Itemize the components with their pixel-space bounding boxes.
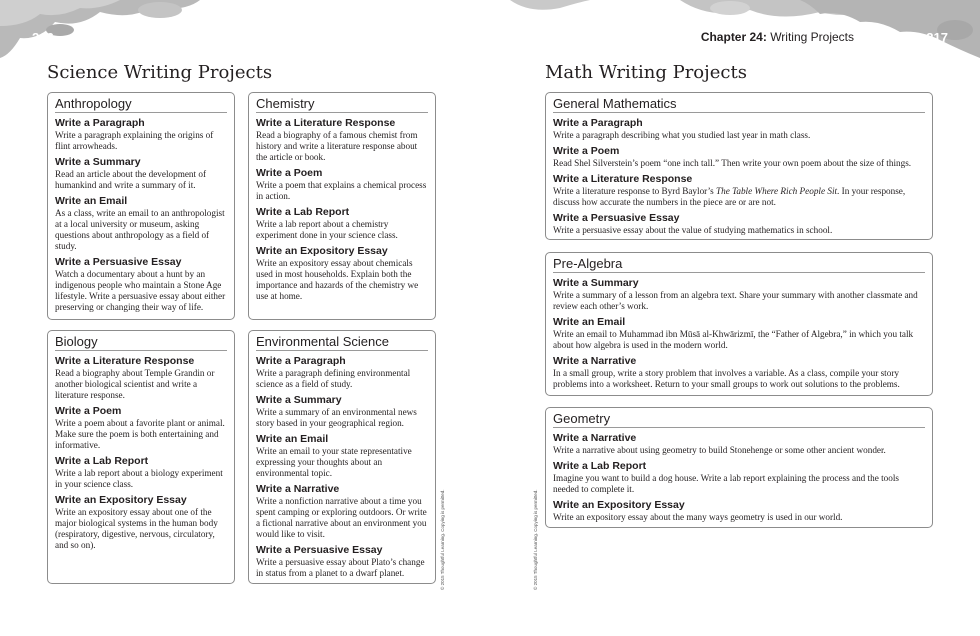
project-title: Write a Lab Report xyxy=(55,455,149,467)
project-description: Write an expository essay about chemicals used in most households. Explain both the importance and hazards of the chemistry we use at home. xyxy=(256,258,419,301)
project-description: Write a narrative about using geometry to build Stonehenge or some other ancient wonder. xyxy=(553,445,886,455)
project-title: Write a Poem xyxy=(256,167,323,179)
project-title: Write a Paragraph xyxy=(55,117,145,129)
project-description: Write an email to Muhammad ibn Mūsā al-Khwārizmī, the “Father of Algebra,” in which you talk about how algebra is used in the modern world. xyxy=(553,329,914,350)
project-description: Write a lab report about a chemistry experiment done in your science class. xyxy=(256,219,398,240)
project-title: Write a Paragraph xyxy=(256,355,346,367)
project-title: Write an Email xyxy=(55,195,128,207)
project-title: Write a Poem xyxy=(55,405,122,417)
project-description: Write a paragraph explaining the origins of flint arrowheads. xyxy=(55,130,214,151)
science-page-title: Science Writing Projects xyxy=(47,62,273,83)
box-title: Anthropology xyxy=(55,96,227,113)
project-description: Read a biography of a famous chemist from history and write a literature response about the article or book. xyxy=(256,130,418,162)
project-title: Write a Narrative xyxy=(256,483,340,495)
project-description: Write a persuasive essay about Plato’s change in status from a planet to a dwarf planet. xyxy=(256,557,425,578)
leaves-decoration-left xyxy=(0,0,200,60)
box-title: General Mathematics xyxy=(553,96,925,113)
page-number-right: 217 xyxy=(926,30,948,45)
project-title: Write a Literature Response xyxy=(256,117,396,129)
project-title: Write an Expository Essay xyxy=(256,245,388,257)
project-description: In a small group, write a story problem that involves a variable. As a class, compile your story problems into a worksheet. Return to your small groups to work out solutions to the problems. xyxy=(553,368,900,389)
page-number-left: 216 xyxy=(32,30,54,45)
box-title: Chemistry xyxy=(256,96,428,113)
project-description xyxy=(553,186,925,208)
project-description: Write a summary of a lesson from an algebra text. Share your summary with another classmate and review each other’s work. xyxy=(553,290,918,311)
box-title: Environmental Science xyxy=(256,334,428,351)
book-title: The Table Where Rich People Sit xyxy=(716,186,838,196)
project-description: Write a lab report about a biology experiment in your science class. xyxy=(55,468,223,489)
project-description: As a class, write an email to an anthropologist at a local university or museum, asking questions about anthropology as a field of study. xyxy=(55,208,225,251)
project-description: Write a poem about a favorite plant or animal. Make sure the poem is both entertaining and informative. xyxy=(55,418,225,450)
general-mathematics-box xyxy=(545,92,933,240)
project-title: Write a Persuasive Essay xyxy=(553,212,680,224)
project-title: Write an Email xyxy=(256,433,329,445)
copyright-notice-right: © 2015 Thoughtful Learning. Copying is permitted. xyxy=(533,489,538,590)
project-title: Write a Literature Response xyxy=(553,173,693,185)
project-title: Write an Email xyxy=(553,316,626,328)
project-description: Write an email to your state representative expressing your thoughts about an environmental topic. xyxy=(256,446,412,478)
project-description: Write an expository essay about one of the major biological systems in the human body (respiratory, digestive, nervous, circulatory, and so on). xyxy=(55,507,218,550)
chemistry-box xyxy=(248,92,436,320)
box-title: Geometry xyxy=(553,411,925,428)
project-description: Imagine you want to build a dog house. Write a lab report explaining the process and the tools needed to complete it. xyxy=(553,473,899,494)
box-title: Pre-Algebra xyxy=(553,256,925,273)
project-description: Write a persuasive essay about the value of studying mathematics in school. xyxy=(553,225,833,235)
chapter-title: Writing Projects xyxy=(770,30,854,44)
project-description: Read an article about the development of humankind and write a summary of it. xyxy=(55,169,207,190)
math-page-title: Math Writing Projects xyxy=(545,62,747,83)
project-title: Write an Expository Essay xyxy=(553,499,685,511)
copyright-notice-left: © 2015 Thoughtful Learning. Copying is permitted. xyxy=(440,489,445,590)
project-title: Write a Summary xyxy=(256,394,342,406)
description-text: . In your response, discuss how accurate the numbers in the piece are or are not. xyxy=(553,186,906,207)
project-title: Write a Lab Report xyxy=(553,460,647,472)
project-title: Write a Narrative xyxy=(553,432,637,444)
project-description: Read Shel Silverstein’s poem “one inch tall.” Then write your own poem about the size of things. xyxy=(553,158,912,168)
chapter-label: Chapter 24: xyxy=(700,30,767,44)
project-title: Write a Narrative xyxy=(553,355,637,367)
anthropology-box xyxy=(47,92,235,320)
project-title: Write a Persuasive Essay xyxy=(55,256,182,268)
project-title: Write a Lab Report xyxy=(256,206,350,218)
project-title: Write an Expository Essay xyxy=(55,494,187,506)
project-description: Write a poem that explains a chemical process in action. xyxy=(256,180,427,201)
pre-algebra-box xyxy=(545,252,933,396)
geometry-box xyxy=(545,407,933,528)
project-description: Write a summary of an environmental news story based in your geographical region. xyxy=(256,407,417,428)
project-description: Watch a documentary about a hunt by an indigenous people who maintain a Stone Age lifestyle. Write a persuasive essay about either preserving or changing their way of life. xyxy=(55,269,226,312)
project-title: Write a Summary xyxy=(55,156,141,168)
description-text: Write a literature response to Byrd Baylor’s xyxy=(553,186,717,196)
project-description: Write an expository essay about the many ways geometry is used in our world. xyxy=(553,512,843,522)
project-description: Read a biography about Temple Grandin or another biological scientist and write a literature response. xyxy=(55,368,215,400)
project-description: Write a paragraph describing what you studied last year in math class. xyxy=(553,130,811,140)
project-title: Write a Persuasive Essay xyxy=(256,544,383,556)
project-title: Write a Paragraph xyxy=(553,117,643,129)
chapter-heading xyxy=(701,30,854,44)
project-description: Write a nonfiction narrative about a time you spent camping or exploring outdoors. Or write a fictional narrative about an environment you would like to visit. xyxy=(256,496,427,539)
project-description: Write a paragraph defining environmental science as a field of study. xyxy=(256,368,411,389)
environmental-science-box xyxy=(248,330,436,584)
project-title: Write a Literature Response xyxy=(55,355,195,367)
project-title: Write a Summary xyxy=(553,277,639,289)
project-title: Write a Poem xyxy=(553,145,620,157)
biology-box xyxy=(47,330,235,584)
box-title: Biology xyxy=(55,334,227,351)
